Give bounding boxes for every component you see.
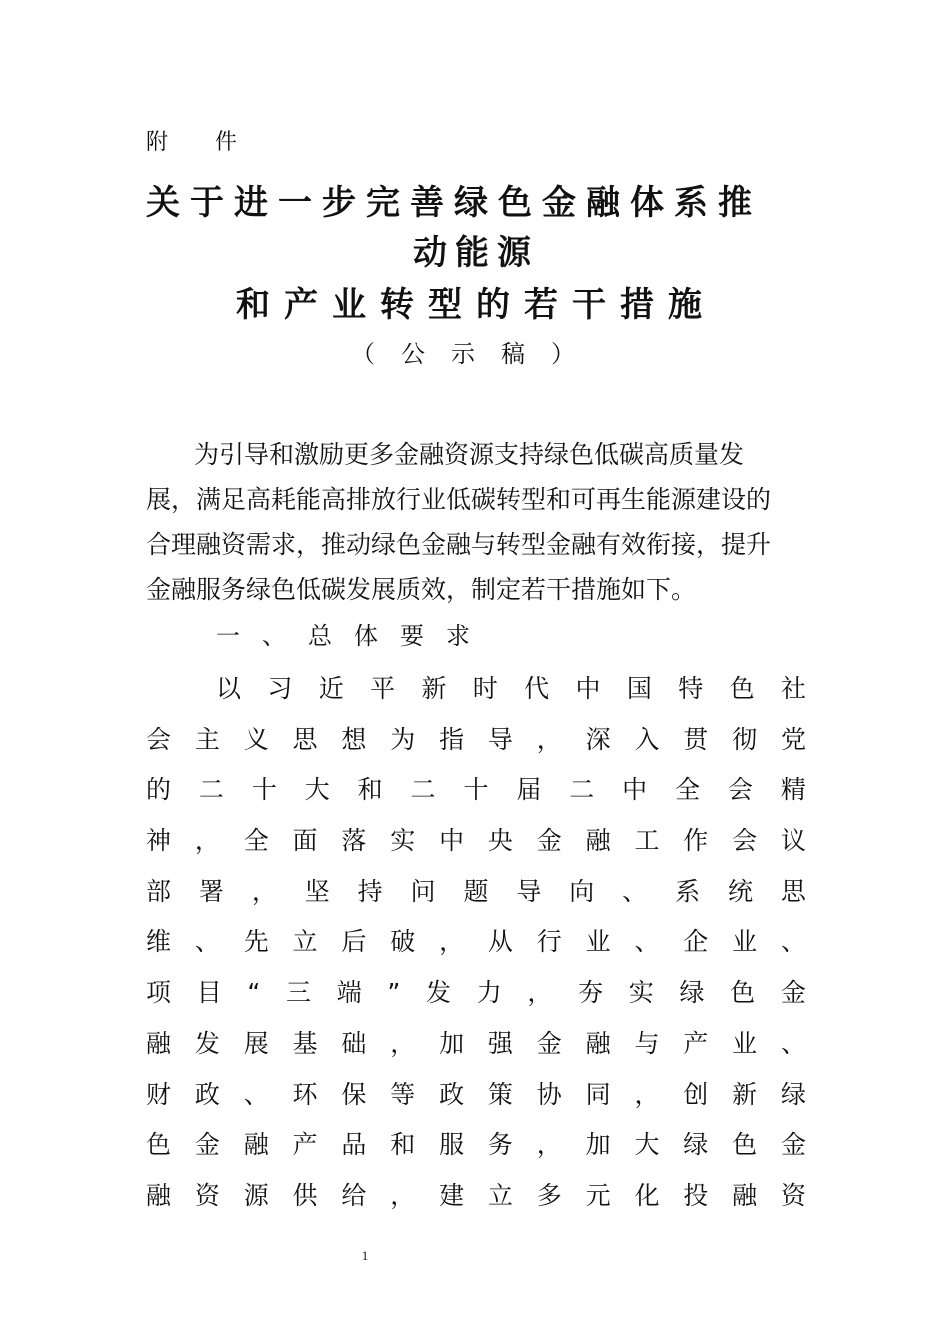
section-paragraph: [146, 664, 806, 1222]
section-line: 的 二 十 大 和 二 十 届 二 中 全 会 精: [146, 775, 806, 805]
section-heading: 一、总体要求: [216, 622, 492, 650]
intro-paragraph: [146, 432, 806, 612]
attachment-label: 附 件: [146, 130, 257, 155]
section-line: 神 ， 全 面 落 实 中 央 金 融 工 作 会 议: [146, 826, 806, 856]
section-line: 融 资 源 供 给 ， 建 立 多 元 化 投 融 资: [146, 1180, 806, 1210]
document-title-line-2: 动能源: [413, 233, 539, 273]
document-title-line-3: 和产业转型的若干措施: [236, 285, 716, 325]
document-subtitle: （公示稿）: [351, 340, 601, 368]
page-number: 1: [361, 1248, 369, 1263]
intro-line: 展，满足高耗能高排放行业低碳转型和可再生能源建设的: [146, 485, 772, 514]
section-line: 融 发 展 基 础 ， 加 强 金 融 与 产 业 、: [146, 1028, 806, 1058]
section-line: 财 政 、 环 保 等 政 策 协 同 ， 创 新 绿: [146, 1079, 806, 1109]
intro-line: 合理融资需求，推动绿色金融与转型金融有效衔接，提升: [146, 530, 772, 559]
section-line: 项 目 “ 三 端 ” 发 力 ， 夯 实 绿 色 金: [146, 978, 806, 1008]
intro-line: 为引导和激励更多金融资源支持绿色低碳高质量发: [194, 440, 745, 469]
section-line: 以 习 近 平 新 时 代 中 国 特 色 社: [216, 674, 806, 703]
intro-line: 金融服务绿色低碳发展质效，制定若干措施如下。: [146, 575, 697, 604]
section-line: 部 署 ， 坚 持 问 题 导 向 、 系 统 思: [146, 876, 806, 906]
section-line: 会 主 义 思 想 为 指 导 ， 深 入 贯 彻 党: [146, 724, 806, 754]
section-line: 维 、 先 立 后 破 ， 从 行 业 、 企 业 、: [146, 927, 806, 957]
section-line: 色 金 融 产 品 和 服 务 ， 加 大 绿 色 金: [146, 1130, 806, 1160]
document-title-line-1: 关于进一步完善绿色金融体系推: [146, 183, 762, 223]
